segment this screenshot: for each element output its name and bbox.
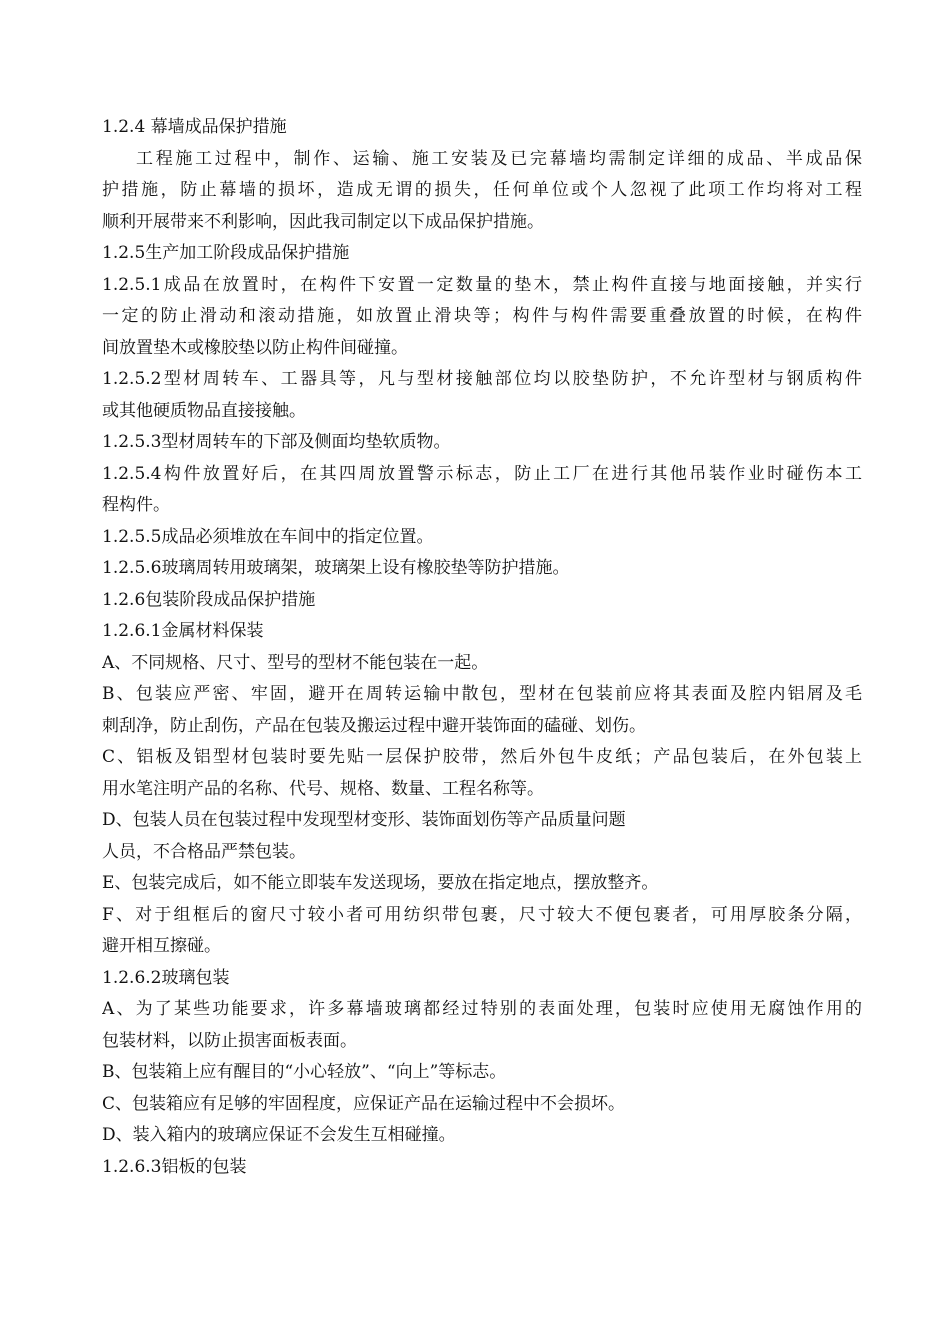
list-item-line: 刺刮净，防止刮伤，产品在包装及搬运过程中避开装饰面的磕碰、划伤。 bbox=[102, 715, 646, 736]
paragraph-line: 一定的防止滑动和滚动措施，如放置止滑块等；构件与构件需要重叠放置的时候，在构件 bbox=[102, 306, 862, 326]
list-item-line: F、对于组框后的窗尺寸较小者可用纺织带包裹，尺寸较大不便包裹者，可用厚胶条分隔， bbox=[102, 904, 862, 925]
subsection-heading-1-2-6-1: 1.2.6.1金属材料保装 bbox=[102, 621, 264, 641]
section-heading-1-2-4: 1.2.4 幕墙成品保护措施 bbox=[102, 117, 287, 137]
list-item-line: C、铝板及铝型材包装时要先贴一层保护胶带，然后外包牛皮纸；产品包装后，在外包装上 bbox=[102, 747, 862, 767]
paragraph-line: 1.2.5.2型材周转车、工器具等，凡与型材接触部位均以胶垫防护，不允许型材与钢质构件 bbox=[102, 369, 862, 389]
subsection-heading-1-2-6-3: 1.2.6.3铝板的包装 bbox=[102, 1156, 247, 1177]
list-item-line: A、为了某些功能要求，许多幕墙玻璃都经过特别的表面处理，包装时应使用无腐蚀作用的 bbox=[102, 999, 862, 1019]
list-item-line: D、装入箱内的玻璃应保证不会发生互相碰撞。 bbox=[102, 1125, 456, 1145]
list-item-line: B、包装箱上应有醒目的“小心轻放”、“向上”等标志。 bbox=[102, 1062, 507, 1082]
list-item-line: C、包装箱应有足够的牢固程度，应保证产品在运输过程中不会损坏。 bbox=[102, 1093, 626, 1114]
paragraph-line: 1.2.5.4构件放置好后，在其四周放置警示标志，防止工厂在进行其他吊装作业时碰伤本工 bbox=[102, 463, 862, 484]
list-item-line: E、包装完成后，如不能立即装车发送现场，要放在指定地点，摆放整齐。 bbox=[102, 873, 659, 893]
list-item-line: 用水笔注明产品的名称、代号、规格、数量、工程名称等。 bbox=[102, 778, 544, 799]
document-page bbox=[102, 112, 862, 1183]
paragraph-line: 1.2.5.1成品在放置时，在构件下安置一定数量的垫木，禁止构件直接与地面接触，并实行 bbox=[102, 274, 862, 295]
list-item-line: D、包装人员在包装过程中发现型材变形、装饰面划伤等产品质量问题 bbox=[102, 810, 626, 830]
paragraph-line: 1.2.5.6玻璃周转用玻璃架，玻璃架上设有橡胶垫等防护措施。 bbox=[102, 558, 570, 578]
list-item-line: A、不同规格、尺寸、型号的型材不能包装在一起。 bbox=[102, 652, 489, 673]
paragraph-line: 护措施，防止幕墙的损坏，造成无谓的损失，任何单位或个人忽视了此项工作均将对工程 bbox=[102, 180, 862, 200]
list-item-line: 包装材料，以防止损害面板表面。 bbox=[102, 1030, 357, 1051]
list-item-line: 避开相互擦碰。 bbox=[102, 936, 221, 956]
list-item-line: 人员，不合格品严禁包装。 bbox=[102, 841, 306, 862]
paragraph-line: 间放置垫木或橡胶垫以防止构件间碰撞。 bbox=[102, 337, 408, 358]
paragraph-line: 或其他硬质物品直接接触。 bbox=[102, 400, 306, 421]
section-heading-1-2-5: 1.2.5生产加工阶段成品保护措施 bbox=[102, 243, 350, 263]
paragraph-line: 1.2.5.5成品必须堆放在车间中的指定位置。 bbox=[102, 526, 434, 547]
paragraph-line: 程构件。 bbox=[102, 495, 170, 515]
list-item-line: B、包装应严密、牢固，避开在周转运输中散包，型材在包装前应将其表面及腔内铝屑及毛 bbox=[102, 684, 862, 704]
paragraph-line: 1.2.5.3型材周转车的下部及侧面均垫软质物。 bbox=[102, 432, 451, 452]
paragraph-line: 顺利开展带来不利影响，因此我司制定以下成品保护措施。 bbox=[102, 211, 544, 232]
subsection-heading-1-2-6-2: 1.2.6.2玻璃包装 bbox=[102, 967, 230, 988]
paragraph-line: 工程施工过程中，制作、运输、施工安装及已完幕墙均需制定详细的成品、半成品保 bbox=[136, 148, 862, 169]
section-heading-1-2-6: 1.2.6包装阶段成品保护措施 bbox=[102, 589, 316, 610]
